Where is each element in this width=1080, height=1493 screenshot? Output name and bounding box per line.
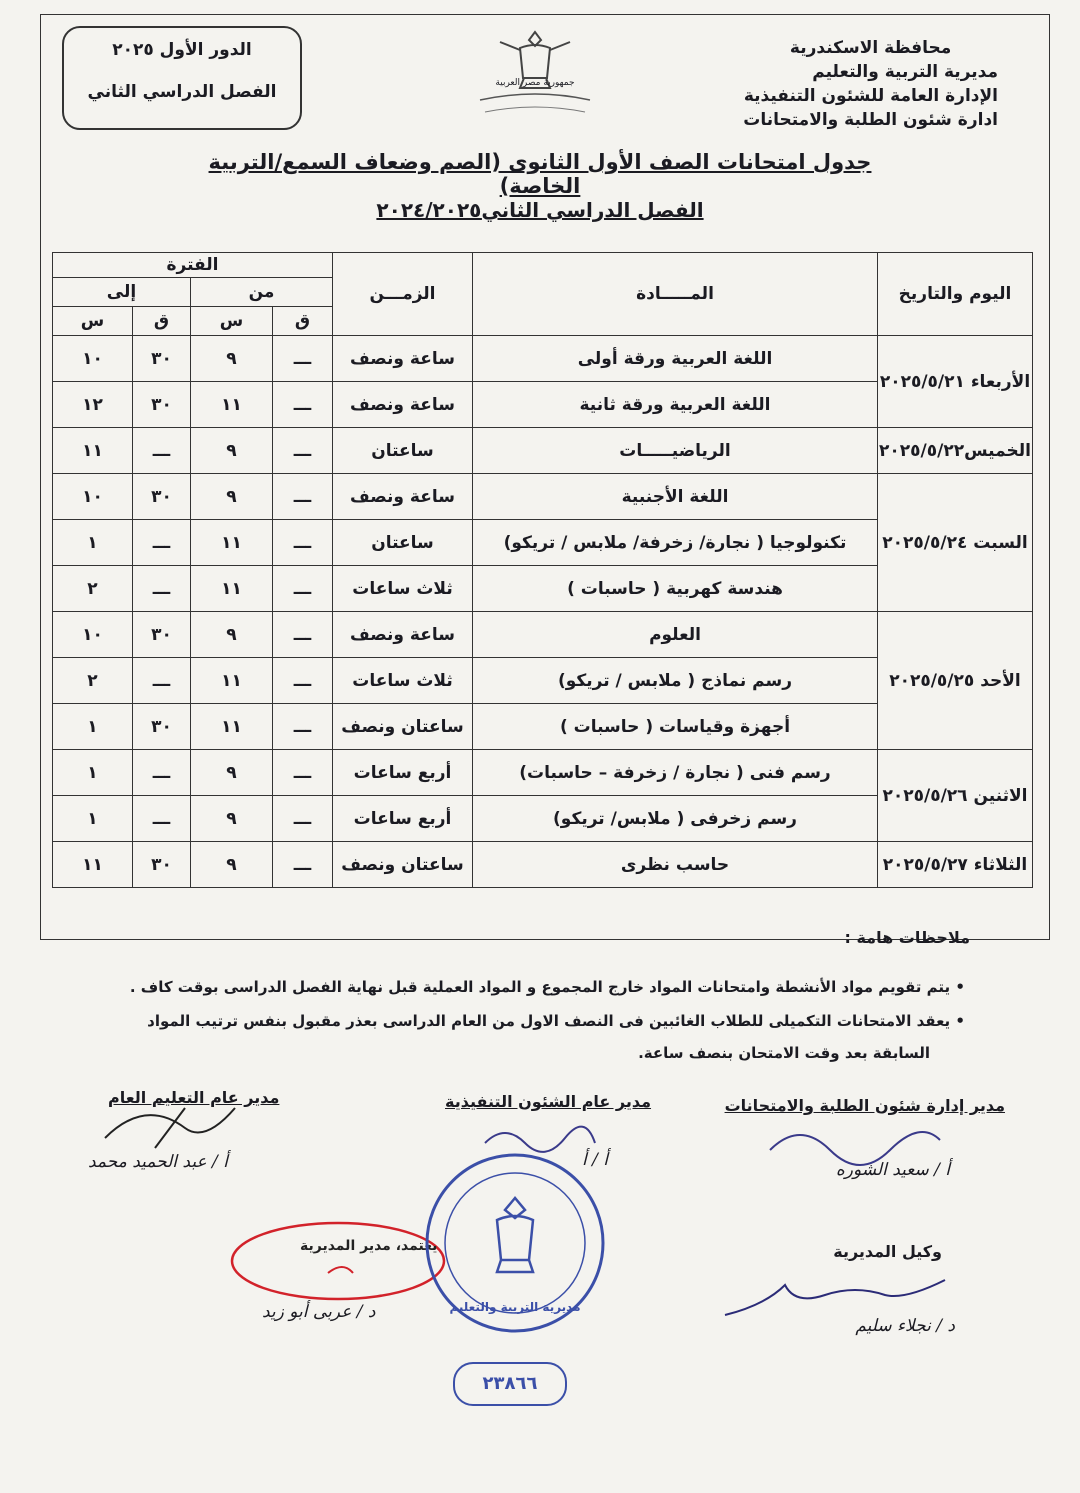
from-hour-cell: ٩: [191, 428, 273, 474]
duration-cell: ساعة ونصف: [333, 336, 473, 382]
subject-cell: هندسة كهربية ( حاسبات ): [473, 566, 878, 612]
sig-title-student-affairs: مدير إدارة شئون الطلبة والامتحانات: [724, 1096, 1005, 1115]
from-minute-cell: ـــ: [273, 750, 333, 796]
subject-cell: اللغة العربية ورقة أولى: [473, 336, 878, 382]
from-hour-cell: ١١: [191, 658, 273, 704]
to-minute-cell: ـــ: [133, 566, 191, 612]
from-minute-cell: ـــ: [273, 566, 333, 612]
term-title: الفصل الدراسي الثاني٢٠٢٤/٢٠٢٥: [376, 198, 704, 222]
to-hour-cell: ١٠: [53, 336, 133, 382]
duration-cell: أربع ساعات: [333, 796, 473, 842]
note-item: • يتم تقويم مواد الأنشطة وامتحانات المواد خارج المجموع و المواد العملية قبل نهاية الفصل الدراسى بوقت كاف .: [129, 978, 965, 996]
duration-cell: ساعة ونصف: [333, 612, 473, 658]
header-line: الإدارة العامة للشئون التنفيذية: [743, 86, 998, 106]
from-minute-cell: ـــ: [273, 842, 333, 888]
duration-cell: ساعتان: [333, 428, 473, 474]
from-hour-cell: ١١: [191, 566, 273, 612]
subject-cell: رسم فنى ( نجارة / زخرفة – حاسبات): [473, 750, 878, 796]
from-hour-cell: ٩: [191, 474, 273, 520]
from-hour-cell: ٩: [191, 336, 273, 382]
subject-cell: اللغة الأجنبية: [473, 474, 878, 520]
table-row: [53, 428, 1033, 474]
sig-name-student-affairs: أ / سعيد الشوره: [835, 1160, 950, 1180]
subject-cell: اللغة العربية ورقة ثانية: [473, 382, 878, 428]
sig-name-deputy: د / نجلاء سليم: [855, 1316, 955, 1336]
to-hour-cell: ١: [53, 520, 133, 566]
note-text: يتم تقويم مواد الأنشطة وامتحانات المواد خارج المجموع و المواد العملية قبل نهاية الفصل الدراسى بوقت كاف .: [129, 978, 951, 996]
day-cell: الثلاثاء ٢٠٢٥/٥/٢٧: [878, 842, 1033, 888]
header-line: مديرية التربية والتعليم: [812, 62, 998, 82]
day-cell: الأحد ٢٠٢٥/٥/٢٥: [878, 612, 1033, 750]
to-hour-cell: ١: [53, 750, 133, 796]
to-minute-cell: ـــ: [133, 520, 191, 566]
from-minute-cell: ـــ: [273, 382, 333, 428]
duration-cell: ساعتان: [333, 520, 473, 566]
subject-cell: رسم زخرفى ( ملابس/ تريكو): [473, 796, 878, 842]
subject-cell: العلوم: [473, 612, 878, 658]
duration-cell: ثلاث ساعات: [333, 658, 473, 704]
to-minute-cell: ـــ: [133, 428, 191, 474]
col-from-min: ق: [273, 307, 333, 336]
table-row: [53, 336, 1033, 382]
col-day: اليوم والتاريخ: [878, 253, 1033, 336]
eagle-icon: [440, 20, 630, 120]
header-line: محافظة الاسكندرية: [789, 38, 952, 58]
from-hour-cell: ١١: [191, 704, 273, 750]
from-minute-cell: ـــ: [273, 658, 333, 704]
to-minute-cell: ٣٠: [133, 382, 191, 428]
note-text-continued: السابقة بعد وقت الامتحان بنصف ساعة.: [638, 1044, 930, 1062]
day-cell: الاثنين ٢٠٢٥/٥/٢٦: [878, 750, 1033, 842]
note-text: يعقد الامتحانات التكميلى للطلاب الغائبين فى النصف الاول من العام الدراسى بعذر مقبول بنفس ترتيب المواد: [147, 1012, 951, 1030]
to-minute-cell: ٣٠: [133, 704, 191, 750]
to-minute-cell: ٣٠: [133, 612, 191, 658]
approval-label: يعتمد، مدير المديرية: [300, 1238, 438, 1254]
col-subject: المـــــادة: [473, 253, 878, 336]
from-hour-cell: ٩: [191, 750, 273, 796]
to-minute-cell: ـــ: [133, 796, 191, 842]
col-period: الفترة: [53, 253, 333, 278]
day-cell: الأربعاء ٢٠٢٥/٥/٢١: [878, 336, 1033, 428]
stamp-number: ٢٣٨٦٦: [453, 1362, 567, 1406]
term-label: الفصل الدراسي الثاني: [87, 82, 277, 102]
day-cell: الخميس٢٠٢٥/٥/٢٢: [878, 428, 1033, 474]
col-to-min: ق: [133, 307, 191, 336]
header-authority: [743, 36, 998, 132]
sig-title-deputy: وكيل المديرية: [833, 1242, 942, 1261]
duration-cell: أربع ساعات: [333, 750, 473, 796]
col-from: من: [191, 278, 333, 307]
duration-cell: ثلاث ساعات: [333, 566, 473, 612]
from-minute-cell: ـــ: [273, 520, 333, 566]
from-minute-cell: ـــ: [273, 612, 333, 658]
from-hour-cell: ١١: [191, 520, 273, 566]
day-cell: السبت ٢٠٢٥/٥/٢٤: [878, 474, 1033, 612]
from-hour-cell: ٩: [191, 612, 273, 658]
exam-round-box: [62, 26, 302, 130]
subject-cell: تكنولوجيا ( نجارة/ زخرفة/ ملابس / تريكو): [473, 520, 878, 566]
sig-name-general-education: أ / عبد الحميد محمد: [88, 1152, 228, 1172]
to-hour-cell: ٢: [53, 566, 133, 612]
col-duration: الزمـــن: [333, 253, 473, 336]
signature-scribble-icon: [95, 1098, 255, 1158]
from-hour-cell: ٩: [191, 842, 273, 888]
subject-cell: أجهزة وقياسات ( حاسبات ): [473, 704, 878, 750]
duration-cell: ساعتان ونصف: [333, 842, 473, 888]
to-hour-cell: ١٢: [53, 382, 133, 428]
subject-cell: رسم نماذج ( ملابس / تريكو): [473, 658, 878, 704]
from-minute-cell: ـــ: [273, 704, 333, 750]
to-hour-cell: ١: [53, 796, 133, 842]
col-to: إلى: [53, 278, 191, 307]
to-hour-cell: ١١: [53, 428, 133, 474]
to-hour-cell: ١٠: [53, 474, 133, 520]
sig-name-executive: أ / أ: [582, 1150, 608, 1170]
subject-cell: حاسب نظرى: [473, 842, 878, 888]
sig-name-director: د / عربى أبو زيد: [262, 1302, 376, 1322]
to-minute-cell: ـــ: [133, 658, 191, 704]
to-hour-cell: ١٠: [53, 612, 133, 658]
to-hour-cell: ٢: [53, 658, 133, 704]
col-to-hour: س: [53, 307, 133, 336]
from-minute-cell: ـــ: [273, 428, 333, 474]
sig-title-general-education: مدير عام التعليم العام: [108, 1088, 280, 1107]
duration-cell: ساعة ونصف: [333, 474, 473, 520]
page-title: جدول امتحانات الصف الأول الثانوى (الصم وضعاف السمع/التربية الخاصة): [208, 150, 872, 198]
note-item: • يعقد الامتحانات التكميلى للطلاب الغائبين فى النصف الاول من العام الدراسى بعذر مقبول بنفس ترتيب المواد: [147, 1012, 965, 1030]
from-minute-cell: ـــ: [273, 336, 333, 382]
to-hour-cell: ١: [53, 704, 133, 750]
header-line: ادارة شئون الطلبة والامتحانات: [743, 110, 998, 130]
subject-cell: الرياضيـــــات: [473, 428, 878, 474]
table-row: [53, 750, 1033, 796]
round-label: الدور الأول ٢٠٢٥: [112, 40, 252, 60]
from-hour-cell: ١١: [191, 382, 273, 428]
from-hour-cell: ٩: [191, 796, 273, 842]
from-minute-cell: ـــ: [273, 474, 333, 520]
to-hour-cell: ١١: [53, 842, 133, 888]
col-from-hour: س: [191, 307, 273, 336]
to-minute-cell: ٣٠: [133, 336, 191, 382]
from-minute-cell: ـــ: [273, 796, 333, 842]
to-minute-cell: ٣٠: [133, 842, 191, 888]
stamp-caption: مديرية التربية والتعليم: [449, 1300, 581, 1314]
exam-table-body: [53, 336, 1033, 888]
table-row: [53, 474, 1033, 520]
duration-cell: ساعتان ونصف: [333, 704, 473, 750]
to-minute-cell: ـــ: [133, 750, 191, 796]
to-minute-cell: ٣٠: [133, 474, 191, 520]
table-row: [53, 842, 1033, 888]
sig-title-executive: مدير عام الشئون التنفيذية: [445, 1092, 652, 1111]
republic-emblem: [440, 20, 630, 120]
duration-cell: ساعة ونصف: [333, 382, 473, 428]
exam-table: [52, 252, 1033, 888]
table-row: [53, 612, 1033, 658]
emblem-caption: جمهورية مصر العربية: [495, 78, 575, 88]
notes-title: ملاحظات هامة :: [844, 928, 970, 947]
